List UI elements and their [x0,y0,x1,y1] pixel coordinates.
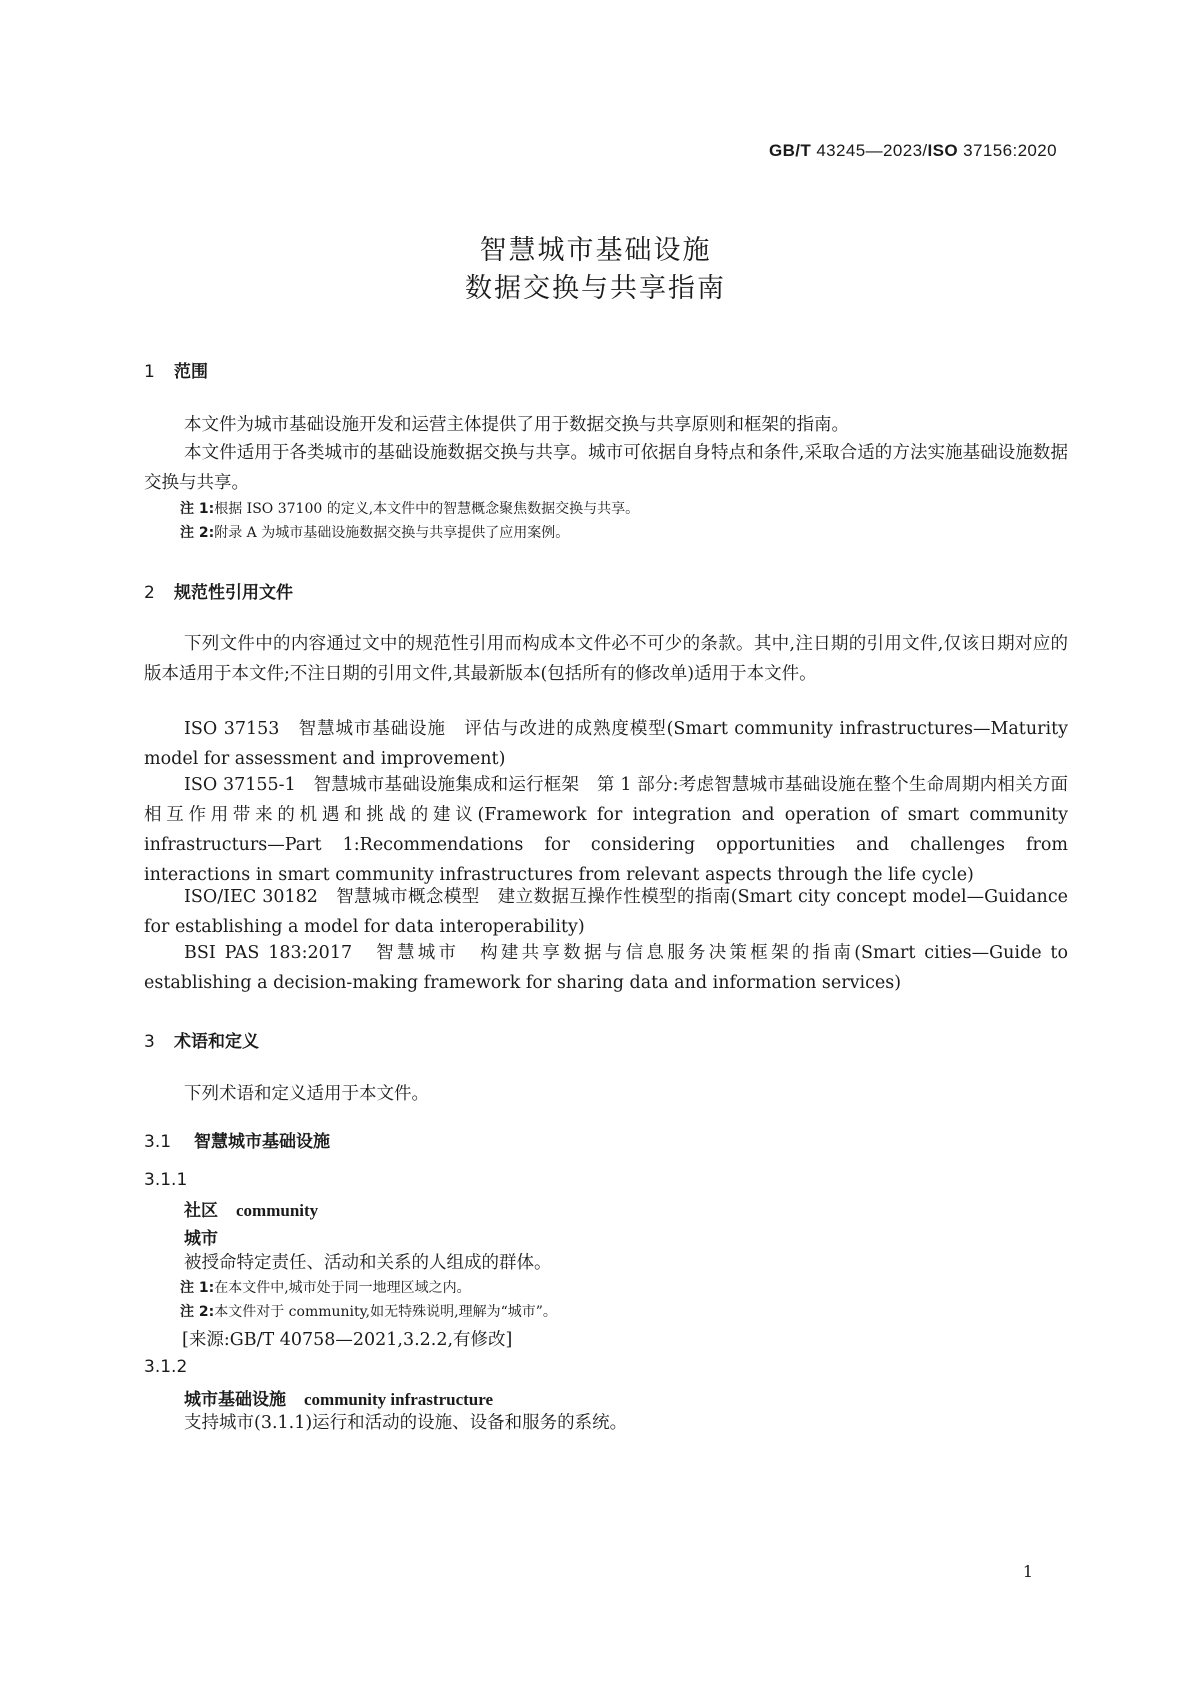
term-3-1-2-definition: 支持城市(3.1.1)运行和活动的设施、设备和服务的系统。 [184,1413,628,1433]
section-1-heading: 1 范围 [144,362,208,382]
term-3-1-2-preferred: 城市基础设施 community infrastructure [184,1390,494,1410]
subsection-3-1-heading: 3.1 智慧城市基础设施 [144,1132,330,1152]
term-3-1-2-number: 3.1.2 [144,1357,188,1377]
section-2-paragraph: 下列文件中的内容通过文中的规范性引用而构成本文件必不可少的条款。其中,注日期的引用文件,仅该日期对应的版本适用于本文件;不注日期的引用文件,其最新版本(包括所有的修改单)适用于本文件。 [144,634,1068,684]
section-1-note-1: 注 1:根据 ISO 37100 的定义,本文件中的智慧概念聚焦数据交换与共享。 [180,501,640,517]
document-title-line2: 数据交换与共享指南 [465,273,726,304]
term-3-1-1-source: [来源:GB/T 40758—2021,3.2.2,有修改] [182,1330,513,1350]
section-3-heading: 3 术语和定义 [144,1032,259,1052]
normative-reference-3: ISO/IEC 30182 智慧城市概念模型 建立数据互操作性模型的指南(Smart city concept model—Guidance for establishing a model for data interoperability) [144,887,1068,937]
normative-reference-4: BSI PAS 183:2017 智慧城市 构建共享数据与信息服务决策框架的指南(Smart cities—Guide to establishing a decision-making framework for sharing data and information services) [144,943,1068,993]
section-1-paragraph-2: 本文件适用于各类城市的基础设施数据交换与共享。城市可依据自身特点和条件,采取合适的方法实施基础设施数据交换与共享。 [144,443,1068,493]
page-number: 1 [1022,1562,1033,1581]
term-3-1-1-definition: 被授命特定责任、活动和关系的人组成的群体。 [184,1253,552,1273]
term-3-1-1-preferred: 社区 community [184,1201,319,1221]
term-3-1-1-number: 3.1.1 [144,1170,188,1190]
term-3-1-1-note-2: 注 2:本文件对于 community,如无特殊说明,理解为“城市”。 [180,1304,557,1320]
term-3-1-1-note-1: 注 1:在本文件中,城市处于同一地理区域之内。 [180,1280,471,1296]
section-2-heading: 2 规范性引用文件 [144,583,293,603]
section-1-paragraph-1: 本文件为城市基础设施开发和运营主体提供了用于数据交换与共享原则和框架的指南。 [184,415,849,435]
normative-reference-1: ISO 37153 智慧城市基础设施 评估与改进的成熟度模型(Smart community infrastructures—Maturity model for assessment and improvement) [144,719,1068,769]
section-3-paragraph: 下列术语和定义适用于本文件。 [184,1084,429,1104]
section-1-note-2: 注 2:附录 A 为城市基础设施数据交换与共享提供了应用案例。 [180,525,570,541]
normative-reference-2: ISO 37155-1 智慧城市基础设施集成和运行框架 第 1 部分:考虑智慧城市基础设施在整个生命周期内相关方面相互作用带来的机遇和挑战的建议(Framework for integration and operation of smart community infrastructurs—Part 1:Recommendations for considering opportunities and challenges from interactions in smart community infrastructures from relevant aspects through the life cycle) [144,775,1068,885]
term-3-1-1-admitted: 城市 [184,1229,218,1249]
standard-code: GB/T 43245—2023/ISO 37156:2020 [768,141,1057,160]
document-title-line1: 智慧城市基础设施 [479,235,712,266]
